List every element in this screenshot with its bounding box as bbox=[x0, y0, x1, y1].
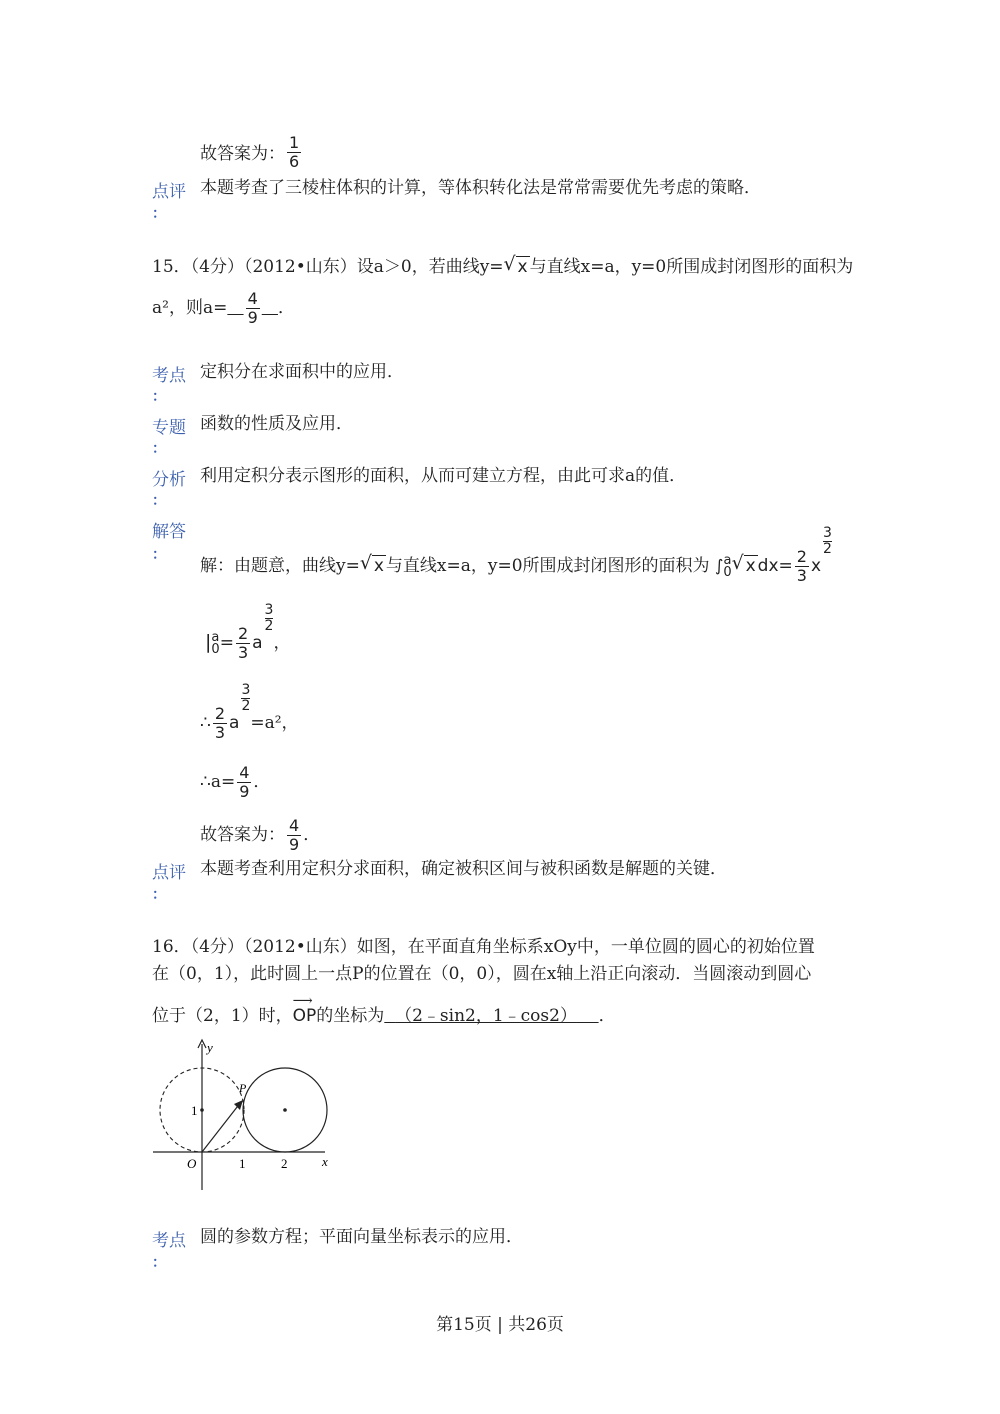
q16-stem-line3: 位于（2，1）时， ⟶ OP的坐标为 （2﹣sin2，1﹣cos2） ． bbox=[152, 993, 616, 1026]
q15-kaodian: 定积分在求面积中的应用． bbox=[200, 362, 404, 382]
q15-zhuanti: 函数的性质及应用． bbox=[200, 414, 353, 434]
initial-center bbox=[200, 1108, 204, 1112]
q15-solution-line2: | a 0 = $\frac{2}{3}$ a $\frac{3}{2}$， bbox=[205, 602, 291, 662]
page-footer: 第15页 | 共26页 bbox=[436, 1315, 564, 1335]
label-colon: ： bbox=[152, 1255, 166, 1271]
fenxi-label: 分析 bbox=[152, 470, 186, 490]
jieda-label: 解答 bbox=[152, 522, 186, 542]
fraction-numerator: 1 bbox=[289, 133, 300, 152]
q16-kaodian: 圆的参数方程；平面向量坐标表示的应用． bbox=[200, 1227, 523, 1247]
y-label: y bbox=[207, 1040, 213, 1055]
q16-answer: （2﹣sin2，1﹣cos2） bbox=[395, 1006, 577, 1026]
q14-comment: 本题考查了三棱柱体积的计算，等体积转化法是常常需要优先考虑的策略． bbox=[200, 178, 761, 198]
fraction-numerator: 2 bbox=[796, 547, 807, 566]
q14-answer: 故答案为： $\frac{1}{6}$ bbox=[200, 133, 300, 171]
vector-op: ⟶ OP bbox=[292, 993, 317, 1026]
q15-fenxi: 利用定积分表示图形的面积，从而可建立方程，由此可求a的值． bbox=[200, 466, 687, 486]
comment-label: 点评 bbox=[152, 863, 186, 883]
q16-stem-line1: 16．（4分）（2012•山东）如图，在平面直角坐标系xOy中，一单位圆的圆心的初始位置 bbox=[152, 937, 815, 957]
q15-answer: 故答案为： $\frac{4}{9}$ ． bbox=[200, 816, 321, 854]
label-colon: ： bbox=[152, 493, 166, 509]
kaodian-label: 考点 bbox=[152, 1231, 186, 1251]
comment-label: 点评 bbox=[152, 182, 186, 202]
q15-solution-line1: 解：由题意，曲线y=√ x 与直线x=a，y=0所围成封闭图形的面积为 ∫ a 0 √ x dx= $\frac{2}{3}$ x $\frac{3}{2}$ bbox=[200, 548, 832, 585]
label-colon: ： bbox=[152, 441, 166, 457]
sqrt-x: √ x bbox=[732, 555, 758, 577]
q15-stem-line2: a²，则a= $\frac{4}{9}$ ． bbox=[152, 289, 295, 327]
y-tick-1: 1 bbox=[191, 1103, 198, 1118]
fraction-denominator: 9 bbox=[247, 308, 258, 327]
label-colon: ： bbox=[152, 206, 166, 222]
kaodian-label: 考点 bbox=[152, 366, 186, 386]
x-tick-2: 2 bbox=[281, 1156, 288, 1171]
point-p-label: P bbox=[239, 1081, 247, 1095]
sqrt-x: √ x bbox=[360, 555, 386, 577]
sqrt-x: √ x bbox=[504, 256, 530, 278]
q15-stem-line1: 15．（4分）（2012•山东）设a＞0，若曲线y=√ x 与直线x=a，y=0所围成封闭图形的面积为 bbox=[152, 256, 853, 278]
evaluation-bar: | bbox=[205, 631, 212, 653]
q15-solution-line4: ∴a= $\frac{4}{9}$ ． bbox=[200, 763, 271, 801]
rolling-circle-figure bbox=[145, 1038, 345, 1198]
integral-sign: ∫ bbox=[714, 556, 724, 575]
integral-limits: a 0 bbox=[723, 552, 732, 580]
circle-center bbox=[283, 1108, 287, 1112]
x-tick-1: 1 bbox=[239, 1156, 246, 1171]
origin-label: O bbox=[187, 1156, 197, 1171]
q15-solution-line3: ∴ $\frac{2}{3}$ a $\frac{3}{2}=a^2$， bbox=[200, 682, 299, 742]
q16-stem-line2: 在（0，1），此时圆上一点P的位置在（0，0），圆在x轴上沿正向滚动．当圆滚动到圆心 bbox=[152, 964, 812, 984]
fraction-denominator: 6 bbox=[289, 152, 300, 171]
vector-arrow-icon: ⟶ bbox=[292, 993, 313, 1009]
evaluation-limits: a 0 bbox=[211, 629, 220, 657]
label-colon: ： bbox=[152, 547, 166, 563]
label-colon: ： bbox=[152, 389, 166, 405]
zhuanti-label: 专题 bbox=[152, 418, 186, 438]
fraction-denominator: 3 bbox=[796, 566, 807, 585]
q15-comment: 本题考查利用定积分求面积，确定被积区间与被积函数是解题的关键． bbox=[200, 859, 727, 879]
x-label: x bbox=[322, 1154, 328, 1169]
label-colon: ： bbox=[152, 887, 166, 903]
vector-op-line bbox=[202, 1102, 241, 1152]
fraction-numerator: 4 bbox=[247, 289, 258, 308]
